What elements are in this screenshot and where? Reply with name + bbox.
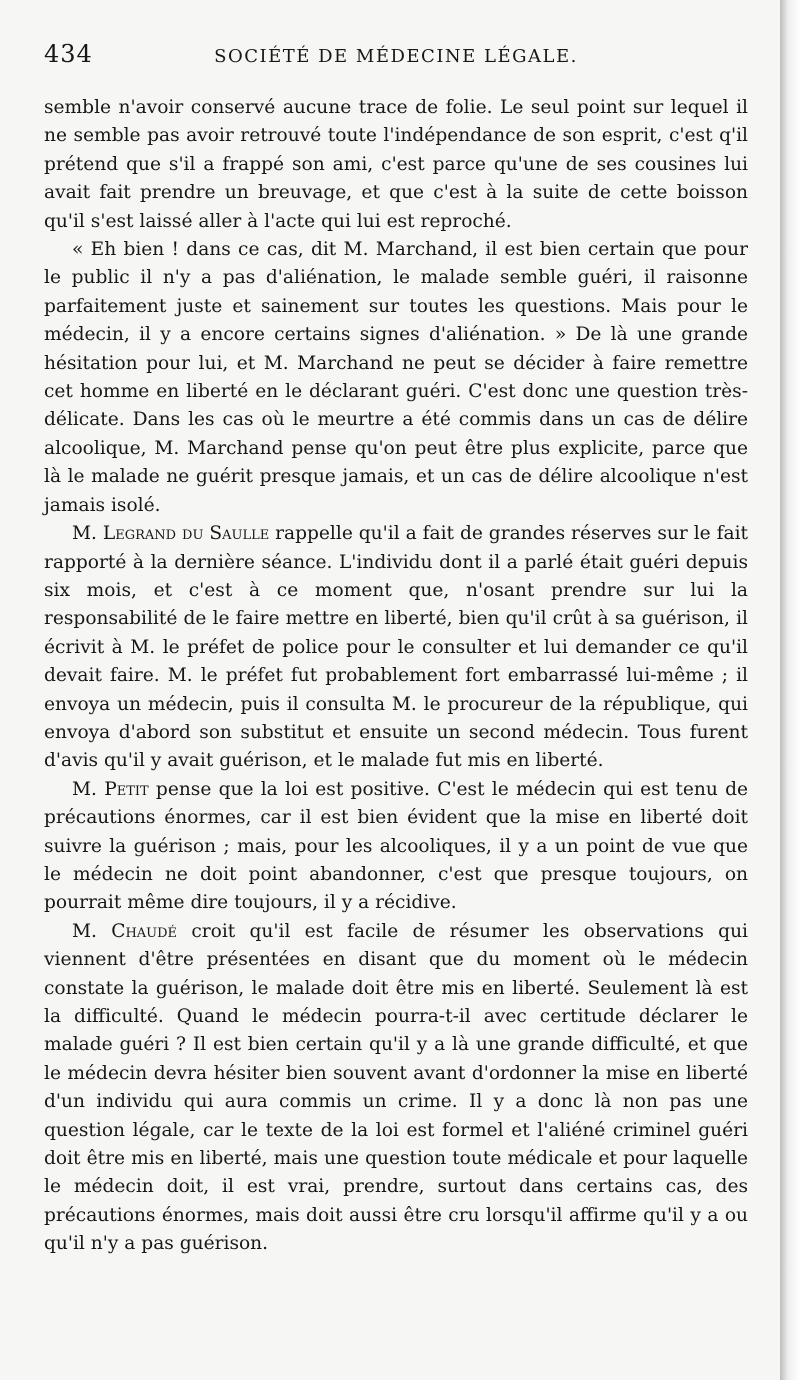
- paragraph-legrand-du-saulle: [44, 520, 748, 776]
- body-text: [44, 94, 748, 1259]
- page-edge-shadow: [780, 0, 800, 1380]
- paragraph-text: rappelle qu'il a fait de grandes réserves sur le fait rapporté à la dernière séance. L'individu dont il a parlé était guéri depuis six mois, et c'est à ce moment que, n'osant prendre sur lui la responsabilité de le faire mettre en liberté, bien qu'il crût à sa guérison, il écrivit à M. le préfet de police pour le consulter et lui demander ce qu'il devait faire. M. le préfet fut probablement fort embarrassé lui-même ; il envoya un médecin, puis il consulta M. le procureur de la république, qui envoya d'abord son substitut et ensuite un second médecin. Tous furent d'avis qu'il y avait guérison, et le malade fut mis en liberté.: [44, 523, 749, 772]
- speaker-name: M. Legrand du Saulle: [72, 523, 270, 545]
- running-title: SOCIÉTÉ DE MÉDECINE LÉGALE.: [214, 46, 578, 67]
- paragraph-text: croit qu'il est facile de résumer les observations qui viennent d'être présentées en disant que du moment où le médecin constate la guérison, le malade doit être mis en liberté. Seulement là est la difficulté. Quand le médecin pourra-t-il avec certitude déclarer le malade guéri ? Il est bien certain qu'il y a là une grande difficulté, et que le médecin devra hésiter bien souvent avant d'ordonner la mise en liberté d'un individu qui aura commis un crime. Il y a donc là non pas une question légale, car le texte de la loi est formel et l'aliéné criminel guéri doit être mis en liberté, mais une question toute médicale et pour laquelle le médecin doit, il est vrai, prendre, surtout dans certains cas, des précautions énormes, mais doit aussi être cru lorsqu'il affirme qu'il y a ou qu'il n'y a pas guérison.: [44, 920, 748, 1255]
- paragraph-chaude: [44, 918, 748, 1259]
- paragraph-marchand-quote: [44, 236, 748, 520]
- running-head: [44, 40, 748, 80]
- paragraph-text: semble n'avoir conservé aucune trace de folie. Le seul point sur lequel il ne semble pas avoir retrouvé toute l'indépendance de son esprit, c'est q'il prétend que s'il a frappé son ami, c'est parce qu'une de ses cousines lui avait fait prendre un breuvage, et que c'est à la suite de cette boisson qu'il s'est laissé aller à l'acte qui lui est reproché.: [44, 97, 748, 232]
- speaker-name: M. Petit: [72, 778, 149, 800]
- speaker-name: M. Chaudé: [72, 920, 178, 942]
- paragraph-text: « Eh bien ! dans ce cas, dit M. Marchand, il est bien certain que pour le public il n'y a pas d'aliénation, le malade semble guéri, il raisonne parfaitement juste et sainement sur toutes les questions. Mais pour le médecin, il y a encore certains signes d'aliénation. » De là une grande hésitation pour lui, et M. Marchand ne peut se décider à faire remettre cet homme en liberté en le déclarant guéri. C'est donc une question très-délicate. Dans les cas où le meurtre a été commis dans un cas de délire alcoolique, M. Marchand pense qu'on peut être plus explicite, parce que là le malade ne guérit presque jamais, et un cas de délire alcoolique n'est jamais isolé.: [44, 239, 748, 516]
- paragraph-petit: [44, 776, 748, 918]
- paragraph-text: pense que la loi est positive. C'est le médecin qui est tenu de précautions énormes, car il est bien évident que la mise en liberté doit suivre la guérison ; mais, pour les alcooliques, il y a un point de vue que le médecin ne doit point abandonner, c'est que presque toujours, on pourrait même dire toujours, il y a récidive.: [44, 778, 748, 914]
- page-number: 434: [44, 40, 93, 68]
- paragraph-continuation: [44, 94, 748, 236]
